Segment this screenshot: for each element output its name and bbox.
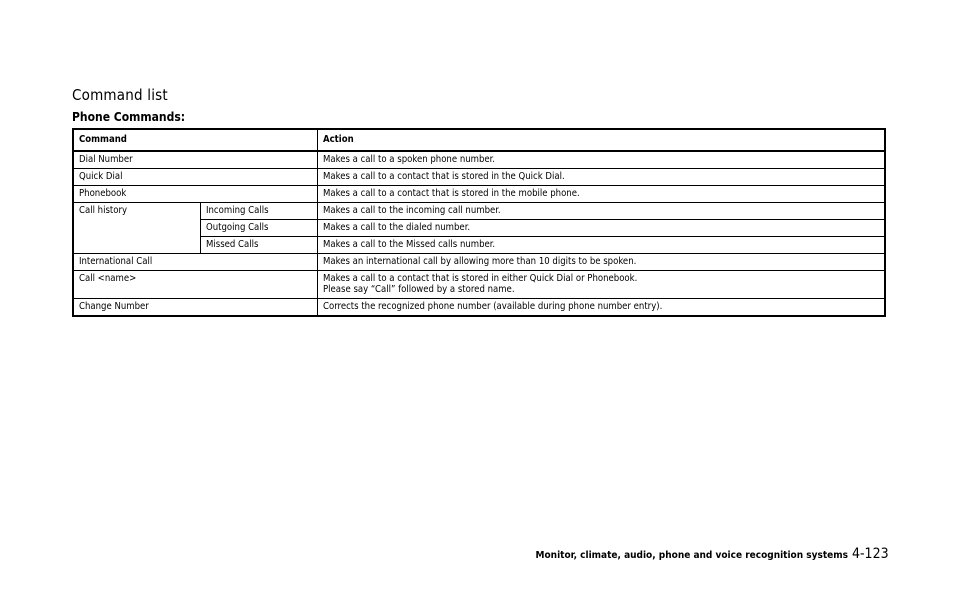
page-number: 4-123 [852, 546, 889, 562]
sub-title: Phone Commands: [72, 110, 186, 124]
action-cell: Makes a call to a contact that is stored in the Quick Dial. [318, 169, 886, 186]
sub-command-cell: Incoming Calls [201, 203, 318, 220]
command-cell: Call history [73, 203, 201, 254]
table-row [73, 169, 885, 186]
command-cell: Dial Number [73, 151, 318, 169]
action-cell: Makes a call to the Missed calls number. [318, 237, 886, 254]
table-row [73, 203, 885, 220]
action-cell: Makes a call to the incoming call number. [318, 203, 886, 220]
sub-command-cell: Missed Calls [201, 237, 318, 254]
command-cell: International Call [73, 254, 318, 271]
command-cell: Phonebook [73, 186, 318, 203]
action-cell: Makes a call to a spoken phone number. [318, 151, 886, 169]
table-row [73, 151, 885, 169]
header-command: Command [73, 129, 318, 151]
action-cell: Corrects the recognized phone number (available during phone number entry). [318, 299, 886, 317]
command-cell: Change Number [73, 299, 318, 317]
chapter-title: Monitor, climate, audio, phone and voice recognition systems [535, 550, 848, 561]
table-row [73, 299, 885, 317]
table-row [73, 254, 885, 271]
action-cell: Makes a call to a contact that is stored in the mobile phone. [318, 186, 886, 203]
section-title: Command list [72, 86, 168, 104]
table-row [73, 186, 885, 203]
action-cell [318, 271, 886, 299]
table-row [73, 271, 885, 299]
command-cell: Call <name> [73, 271, 318, 299]
action-line: Please say “Call” followed by a stored name. [323, 284, 515, 295]
header-action: Action [318, 129, 886, 151]
command-cell: Quick Dial [73, 169, 318, 186]
action-cell: Makes a call to the dialed number. [318, 220, 886, 237]
sub-command-cell: Outgoing Calls [201, 220, 318, 237]
action-line: Makes a call to a contact that is stored in either Quick Dial or Phonebook. [323, 273, 638, 284]
phone-commands-table [72, 128, 886, 317]
action-cell: Makes an international call by allowing more than 10 digits to be spoken. [318, 254, 886, 271]
table-header-row [73, 129, 885, 151]
